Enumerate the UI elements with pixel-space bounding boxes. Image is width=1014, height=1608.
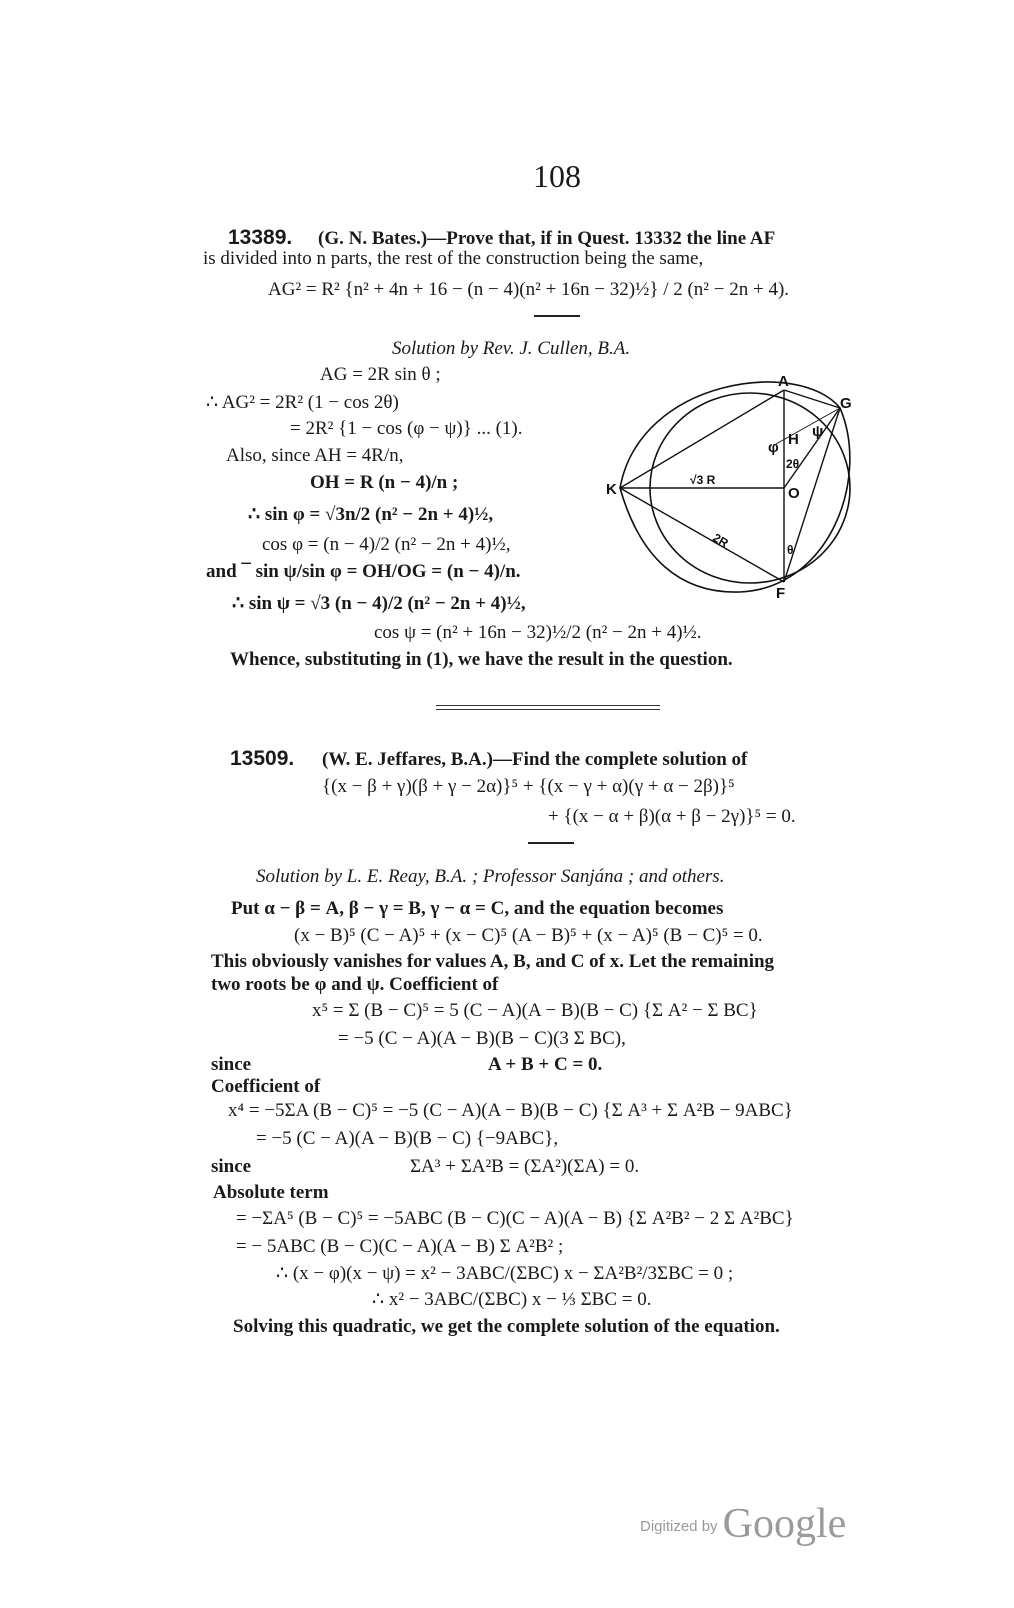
watermark-prefix: Digitized by — [640, 1518, 718, 1535]
solution-line: ∴ (x − φ)(x − ψ) = x² − 3ABC/(ΣBC) x − ΣA²B²/3ΣBC = 0 ; — [276, 1263, 734, 1284]
solution-line: x⁴ = −5ΣA (B − C)⁵ = −5 (C − A)(A − B)(B − C) {Σ A³ + Σ A²B − 9ABC} — [228, 1100, 793, 1121]
solution-line: since — [211, 1054, 252, 1075]
solution-line: = −5 (C − A)(A − B)(B − C) {−9ABC}, — [256, 1128, 559, 1149]
solution-line: two roots be φ and ψ. Coefficient of — [211, 974, 499, 995]
angle-two-theta-label: 2θ — [786, 457, 800, 471]
length-2r-label: 2R — [710, 530, 731, 551]
solution-line: = −ΣA⁵ (B − C)⁵ = −5ABC (B − C)(C − A)(A − B) {Σ A²B² − 2 Σ A²BC} — [236, 1208, 794, 1229]
solution-line: Also, since AH = 4R/n, — [226, 445, 404, 466]
point-g-label: G — [840, 395, 852, 412]
question-equation: + {(x − α + β)(α + β − 2γ)}⁵ = 0. — [548, 806, 796, 827]
solution-conclusion: Solving this quadratic, we get the complete solution of the equation. — [233, 1316, 780, 1337]
solution-line: = −5 (C − A)(A − B)(B − C)(3 Σ BC), — [338, 1028, 626, 1049]
point-k-label: K — [606, 481, 617, 498]
solution-line: ∴ AG² = 2R² (1 − cos 2θ) — [206, 392, 399, 413]
angle-theta-label: θ — [787, 543, 794, 557]
point-a-label: A — [778, 373, 789, 390]
solution-line: Put α − β = A, β − γ = B, γ − α = C, and the equation becomes — [231, 898, 724, 919]
question-number: 13389. — [228, 226, 293, 249]
point-o-label: O — [788, 485, 800, 502]
solution-line: = − 5ABC (B − C)(C − A)(A − B) Σ A²B² ; — [236, 1236, 564, 1257]
question-text: is divided into n parts, the rest of the construction being the same, — [203, 248, 704, 269]
solution-line: Coefficient of — [211, 1076, 321, 1097]
solution-line: = 2R² {1 − cos (φ − ψ)} ... (1). — [290, 418, 523, 439]
solution-conclusion: Whence, substituting in (1), we have the result in the question. — [230, 649, 733, 670]
solution-line: x⁵ = Σ (B − C)⁵ = 5 (C − A)(A − B)(B − C) {Σ A² − Σ BC} — [312, 1000, 758, 1021]
solution-line: OH = R (n − 4)/n ; — [310, 472, 459, 493]
solution-line: ∴ sin ψ = √3 (n − 4)/2 (n² − 2n + 4)½, — [232, 593, 526, 614]
section-divider — [436, 705, 660, 710]
length-root3r-label: √3 R — [690, 473, 716, 487]
question-equation: {(x − β + γ)(β + γ − 2α)}⁵ + {(x − γ + α)(γ + α − 2β)}⁵ — [322, 776, 735, 797]
solution-line: (x − B)⁵ (C − A)⁵ + (x − C)⁵ (A − B)⁵ + (x − A)⁵ (B − C)⁵ = 0. — [294, 925, 763, 946]
solution-line: cos φ = (n − 4)/2 (n² − 2n + 4)½, — [262, 534, 511, 555]
page-number: 108 — [533, 158, 581, 194]
solution-line: cos ψ = (n² + 16n − 32)½/2 (n² − 2n + 4)½. — [374, 622, 702, 643]
question-header: (W. E. Jeffares, B.A.)—Find the complete solution of — [322, 749, 748, 770]
question-formula: AG² = R² {n² + 4n + 16 − (n − 4)(n² + 16n − 32)½} / 2 (n² − 2n + 4). — [268, 279, 790, 300]
solution-line: Absolute term — [213, 1182, 329, 1203]
point-f-label: F — [776, 585, 786, 602]
angle-phi-label: φ — [768, 439, 779, 456]
point-h-label: H — [788, 431, 799, 448]
question-header: (G. N. Bates.)—Prove that, if in Quest. 13332 the line AF — [318, 228, 776, 249]
geometry-diagram — [600, 368, 870, 608]
google-logo: Google — [722, 1501, 847, 1547]
solution-line: and ¯ sin ψ/sin φ = OH/OG = (n − 4)/n. — [206, 561, 521, 582]
solution-line: ∴ sin φ = √3n/2 (n² − 2n + 4)½, — [248, 504, 494, 525]
solution-line: AG = 2R sin θ ; — [320, 364, 441, 385]
digitized-watermark — [640, 1500, 846, 1548]
solution-by: Solution by L. E. Reay, B.A. ; Professor Sanjána ; and others. — [256, 866, 725, 887]
solution-by: Solution by Rev. J. Cullen, B.A. — [392, 338, 631, 359]
solution-line: ΣA³ + ΣA²B = (ΣA²)(ΣA) = 0. — [410, 1156, 640, 1177]
solution-line: This obviously vanishes for values A, B, and C of x. Let the remaining — [211, 951, 775, 972]
short-rule — [528, 842, 574, 844]
angle-psi-label: ψ — [812, 423, 824, 440]
solution-line: since — [211, 1156, 252, 1177]
question-number: 13509. — [230, 747, 295, 770]
solution-line: A + B + C = 0. — [488, 1054, 603, 1075]
short-rule — [534, 315, 580, 317]
solution-line: ∴ x² − 3ABC/(ΣBC) x − ⅓ ΣBC = 0. — [372, 1289, 652, 1310]
